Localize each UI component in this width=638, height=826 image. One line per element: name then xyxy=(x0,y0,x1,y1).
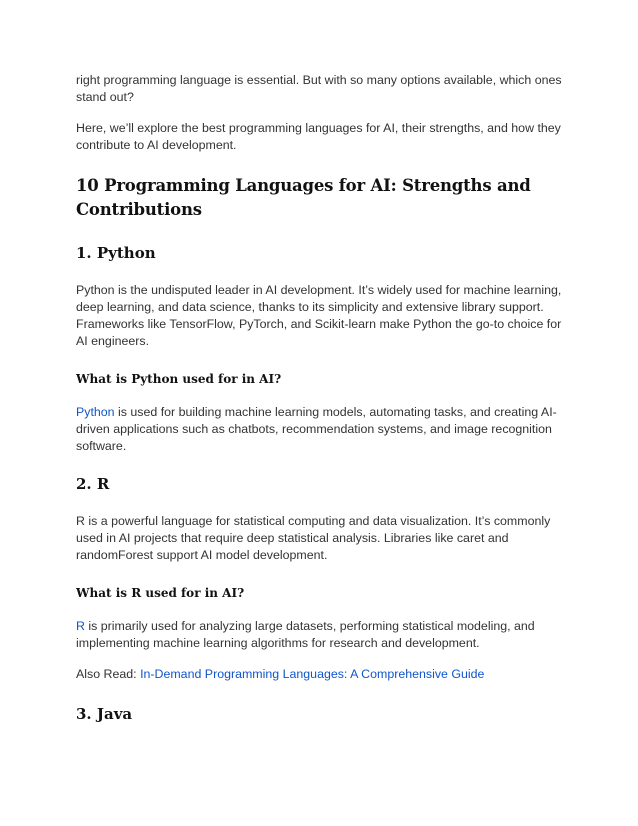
python-link[interactable]: Python xyxy=(76,405,115,419)
document-page xyxy=(76,72,562,725)
r-description: R is a powerful language for statistical computing and data visualization. It’s commonly used in AI projects that require deep statistical analysis. Libraries like caret and randomForest support AI model development. xyxy=(76,514,551,562)
r-heading: 2. R xyxy=(76,475,110,493)
also-read-paragraph xyxy=(76,666,562,683)
python-subheading: What is Python used for in AI? xyxy=(76,372,282,386)
r-use-text: is primarily used for analyzing large datasets, performing statistical modeling, and implementing machine learning algorithms for research and development. xyxy=(76,619,535,650)
python-description: Python is the undisputed leader in AI development. It’s widely used for machine learning, deep learning, and data science, thanks to its simplicity and extensive library support. Frameworks like TensorFlow, PyTorch, and Scikit-learn make Python the go-to choice for AI engineers. xyxy=(76,283,562,348)
also-read-link[interactable]: In-Demand Programming Languages: A Comprehensive Guide xyxy=(140,667,485,681)
intro-paragraph-2: Here, we’ll explore the best programming languages for AI, their strengths, and how they contribute to AI development. xyxy=(76,121,561,152)
r-use-paragraph xyxy=(76,618,562,652)
python-heading: 1. Python xyxy=(76,244,156,262)
intro-paragraph-1: right programming language is essential. But with so many options available, which ones stand out? xyxy=(76,73,562,104)
python-use-text: is used for building machine learning models, automating tasks, and creating AI-driven applications such as chatbots, recommendation systems, and image recognition software. xyxy=(76,405,557,453)
main-heading: 10 Programming Languages for AI: Strengths and Contributions xyxy=(76,176,531,219)
r-link[interactable]: R xyxy=(76,619,85,633)
r-subheading: What is R used for in AI? xyxy=(76,586,245,600)
java-heading: 3. Java xyxy=(76,705,133,723)
python-use-paragraph xyxy=(76,404,562,455)
also-read-label: Also Read: xyxy=(76,667,141,681)
